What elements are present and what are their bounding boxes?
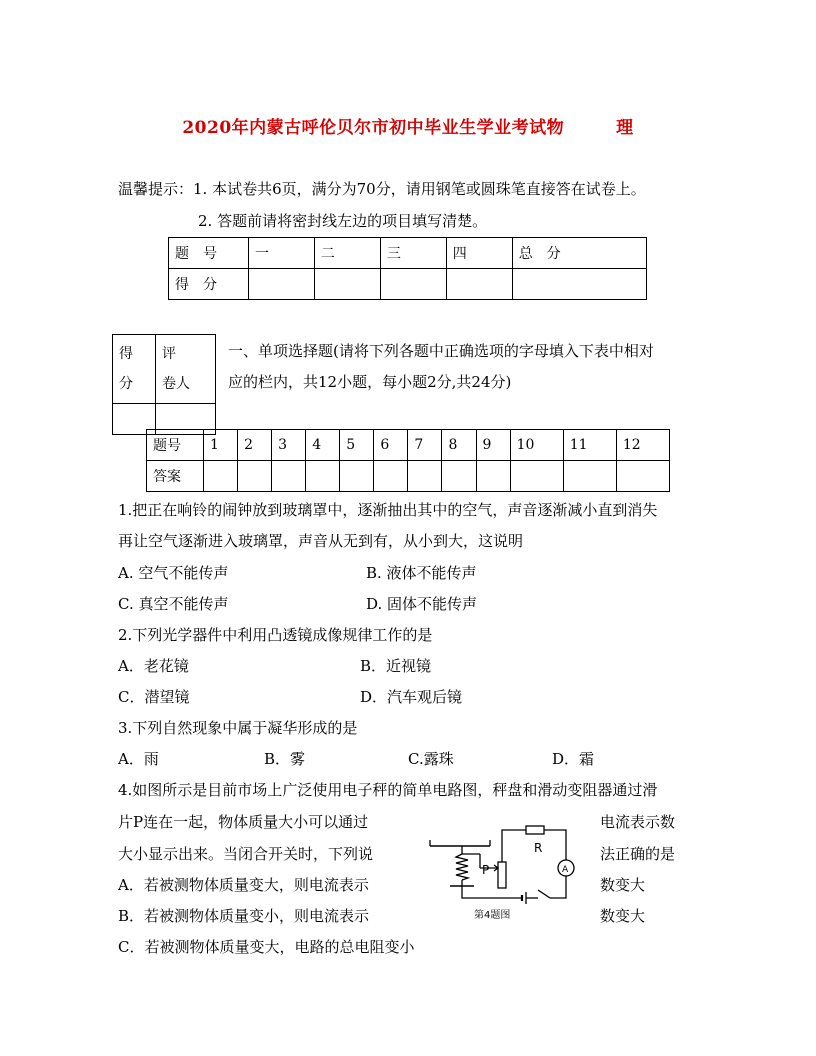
- grader-box: [112, 334, 216, 435]
- q4-stem-line-2-left: 片P连在一起，物体质量大小可以通过: [118, 813, 369, 831]
- resistor-label: R: [534, 841, 543, 855]
- q2-option-b[interactable]: B．近视镜: [360, 657, 432, 675]
- section1-line-2: 应的栏内，共12小题，每小题2分,共24分): [228, 373, 512, 391]
- page-title: [0, 113, 816, 138]
- answer-row-label: 答案: [147, 461, 204, 492]
- answer-number-cell: 4: [306, 430, 340, 461]
- q3-option-c[interactable]: C.露珠: [408, 750, 454, 768]
- q4-stem-line-2-right: 电流表示数: [600, 813, 676, 831]
- answer-number-cell: 7: [408, 430, 442, 461]
- circuit-wire: [462, 886, 522, 898]
- q3-option-a[interactable]: A．雨: [118, 750, 159, 768]
- q1-option-c[interactable]: C. 真空不能传声: [118, 595, 229, 613]
- answer-blank-cell[interactable]: [476, 461, 510, 492]
- q4-option-b-right[interactable]: 数变大: [600, 907, 646, 925]
- circuit-wire: [544, 830, 566, 860]
- answer-number-cell: 1: [204, 430, 238, 461]
- score-cell[interactable]: [380, 269, 446, 300]
- score-cell[interactable]: [446, 269, 512, 300]
- q4-stem-line-3-right: 法正确的是: [600, 845, 676, 863]
- q3-option-b[interactable]: B．雾: [264, 750, 306, 768]
- notice-line-1: 温馨提示：1. 本试卷共6页，满分为70分，请用钢笔或圆珠笔直接答在试卷上。: [118, 180, 646, 198]
- title-tail: 理: [616, 118, 634, 138]
- figure-caption: 第4题图: [474, 910, 511, 921]
- q1-stem-line-2: 再让空气逐渐进入玻璃罩，声音从无到有，从小到大，这说明: [118, 532, 524, 550]
- score-header-cell: 总 分: [512, 238, 646, 269]
- answer-blank-cell[interactable]: [510, 461, 563, 492]
- answer-blank-cell[interactable]: [374, 461, 408, 492]
- slider-label: P: [482, 863, 490, 877]
- q4-circuit-figure: [426, 822, 586, 922]
- answer-blank-cell[interactable]: [306, 461, 340, 492]
- answer-number-cell: 9: [476, 430, 510, 461]
- answer-number-cell: 3: [272, 430, 306, 461]
- q2-option-c[interactable]: C．潜望镜: [118, 688, 190, 706]
- answer-number-cell: 11: [563, 430, 616, 461]
- answer-number-cell: 10: [510, 430, 563, 461]
- q1-option-d[interactable]: D. 固体不能传声: [366, 595, 478, 613]
- q3-option-d[interactable]: D．霜: [552, 750, 595, 768]
- answer-blank-cell[interactable]: [616, 461, 669, 492]
- q2-stem: 2.下列光学器件中利用凸透镜成像规律工作的是: [118, 626, 433, 644]
- score-cell[interactable]: [512, 269, 646, 300]
- answer-table: [146, 429, 670, 492]
- score-table-header: [169, 238, 647, 269]
- score-cell[interactable]: [249, 269, 315, 300]
- resistor-icon: [526, 826, 544, 834]
- answer-blank-cell[interactable]: [204, 461, 238, 492]
- answer-number-cell: 12: [616, 430, 669, 461]
- score-header-cell: 三: [380, 238, 446, 269]
- score-header-cell: 四: [446, 238, 512, 269]
- switch-icon: [538, 890, 550, 898]
- score-row-label: 得 分: [169, 269, 249, 300]
- answer-blank-cell[interactable]: [408, 461, 442, 492]
- grader-score-label: 得分: [113, 335, 156, 404]
- q1-option-b[interactable]: B. 液体不能传声: [366, 564, 477, 582]
- q4-option-b-left[interactable]: B．若被测物体质量变小，则电流表示: [118, 907, 370, 925]
- score-header-cell: 二: [314, 238, 380, 269]
- answer-header-label: 题号: [147, 430, 204, 461]
- answer-blank-cell[interactable]: [238, 461, 272, 492]
- grader-name-label: 评 卷人: [156, 335, 216, 404]
- answer-number-cell: 5: [340, 430, 374, 461]
- title-main: 2020年内蒙古呼伦贝尔市初中毕业生学业考试物: [182, 118, 565, 138]
- circuit-wire: [550, 876, 566, 898]
- q4-option-a-left[interactable]: A．若被测物体质量变大，则电流表示: [118, 876, 369, 894]
- answer-blank-cell[interactable]: [563, 461, 616, 492]
- answer-blank-cell[interactable]: [442, 461, 476, 492]
- notice-line-2: 2. 答题前请将密封线左边的项目填写清楚。: [198, 212, 488, 230]
- answer-number-cell: 8: [442, 430, 476, 461]
- answer-blank-cell[interactable]: [340, 461, 374, 492]
- q2-option-a[interactable]: A．老花镜: [118, 657, 189, 675]
- ammeter-label: A: [562, 865, 569, 875]
- score-header-cell: 题 号: [169, 238, 249, 269]
- spring-icon: [456, 854, 468, 880]
- score-table-row: [169, 269, 647, 300]
- circuit-wire: [502, 830, 526, 862]
- score-table: [168, 237, 647, 300]
- section1-line-1: 一、单项选择题(请将下列各题中正确选项的字母填入下表中相对: [228, 342, 654, 360]
- score-header-cell: 一: [249, 238, 315, 269]
- q3-stem: 3.下列自然现象中属于凝华形成的是: [118, 719, 358, 737]
- answer-number-cell: 6: [374, 430, 408, 461]
- answer-blank-cell[interactable]: [272, 461, 306, 492]
- answer-table-row: [147, 461, 670, 492]
- score-cell[interactable]: [314, 269, 380, 300]
- q4-stem-line-3-left: 大小显示出来。当闭合开关时，下列说: [118, 845, 374, 863]
- answer-number-cell: 2: [238, 430, 272, 461]
- q4-stem-line-1: 4.如图所示是目前市场上广泛使用电子秤的简单电路图，秤盘和滑动变阻器通过滑: [118, 781, 658, 799]
- q4-option-a-right[interactable]: 数变大: [600, 876, 646, 894]
- rheostat-icon: [498, 862, 506, 888]
- q2-option-d[interactable]: D．汽车观后镜: [360, 688, 463, 706]
- q4-option-c[interactable]: C．若被测物体质量变大，电路的总电阻变小: [118, 938, 415, 956]
- answer-table-header: [147, 430, 670, 461]
- q1-stem-line-1: 1.把正在响铃的闹钟放到玻璃罩中，逐渐抽出其中的空气，声音逐渐减小直到消失: [118, 501, 658, 519]
- q1-option-a[interactable]: A. 空气不能传声: [118, 564, 229, 582]
